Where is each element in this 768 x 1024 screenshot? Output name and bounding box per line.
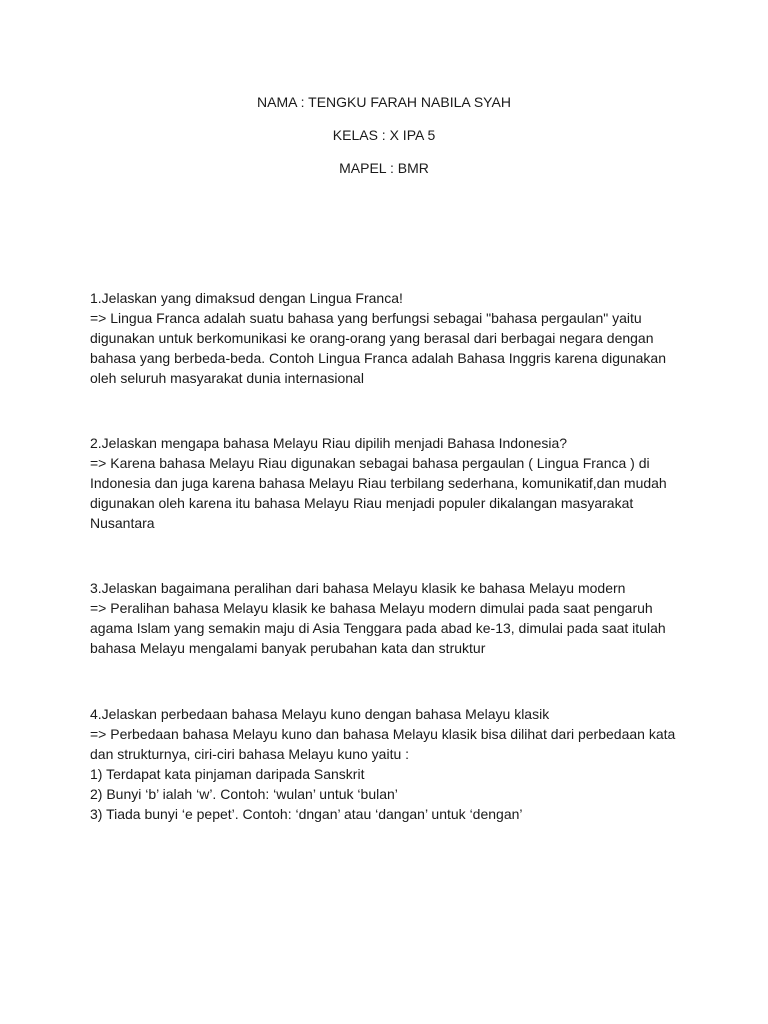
- list-item: 1) Terdapat kata pinjaman daripada Sanskrit: [90, 766, 365, 782]
- subject: MAPEL : BMR: [339, 160, 429, 176]
- student-name: NAMA : TENGKU FARAH NABILA SYAH: [257, 94, 511, 110]
- answer-1: => Lingua Franca adalah suatu bahasa yang berfungsi sebagai "bahasa pergaulan" yaitu digunakan untuk berkomunikasi ke orang-orang yang berasal dari berbagai negara dengan bahasa yang berbeda-beda. Contoh Lingua Franca adalah Bahasa Inggris karena digunakan oleh seluruh masyarakat dunia internasional: [90, 310, 666, 386]
- student-class: KELAS : X IPA 5: [332, 127, 436, 143]
- document-body: [90, 288, 690, 824]
- document-header: [0, 94, 768, 193]
- answer-3: => Peralihan bahasa Melayu klasik ke bahasa Melayu modern dimulai pada saat pengaruh agama Islam yang semakin maju di Asia Tenggara pada abad ke-13, dimulai pada saat itulah bahasa Melayu mengalami banyak perubahan kata dan struktur: [90, 600, 666, 656]
- answer-4: => Perbedaan bahasa Melayu kuno dan bahasa Melayu klasik bisa dilihat dari perbedaan kata dan strukturnya, ciri-ciri bahasa Melayu kuno yaitu :: [90, 726, 676, 762]
- list-item: 3) Tiada bunyi ‘e pepet’. Contoh: ‘dngan’ atau ‘dangan’ untuk ‘dengan’: [90, 806, 523, 822]
- question-1: 1.Jelaskan yang dimaksud dengan Lingua Franca!: [90, 290, 403, 306]
- list-item: 2) Bunyi ‘b’ ialah ‘w’. Contoh: ‘wulan’ untuk ‘bulan’: [90, 786, 398, 802]
- question-2: 2.Jelaskan mengapa bahasa Melayu Riau dipilih menjadi Bahasa Indonesia?: [90, 435, 568, 451]
- question-3: 3.Jelaskan bagaimana peralihan dari bahasa Melayu klasik ke bahasa Melayu modern: [90, 580, 626, 596]
- answer-2: => Karena bahasa Melayu Riau digunakan sebagai bahasa pergaulan ( Lingua Franca ) di Indonesia dan juga karena bahasa Melayu Riau terbilang sederhana, komunikatif,dan mudah digunakan oleh karena itu bahasa Melayu Riau menjadi populer dikalangan masyarakat Nusantara: [90, 455, 667, 531]
- question-4: 4.Jelaskan perbedaan bahasa Melayu kuno dengan bahasa Melayu klasik: [90, 706, 550, 722]
